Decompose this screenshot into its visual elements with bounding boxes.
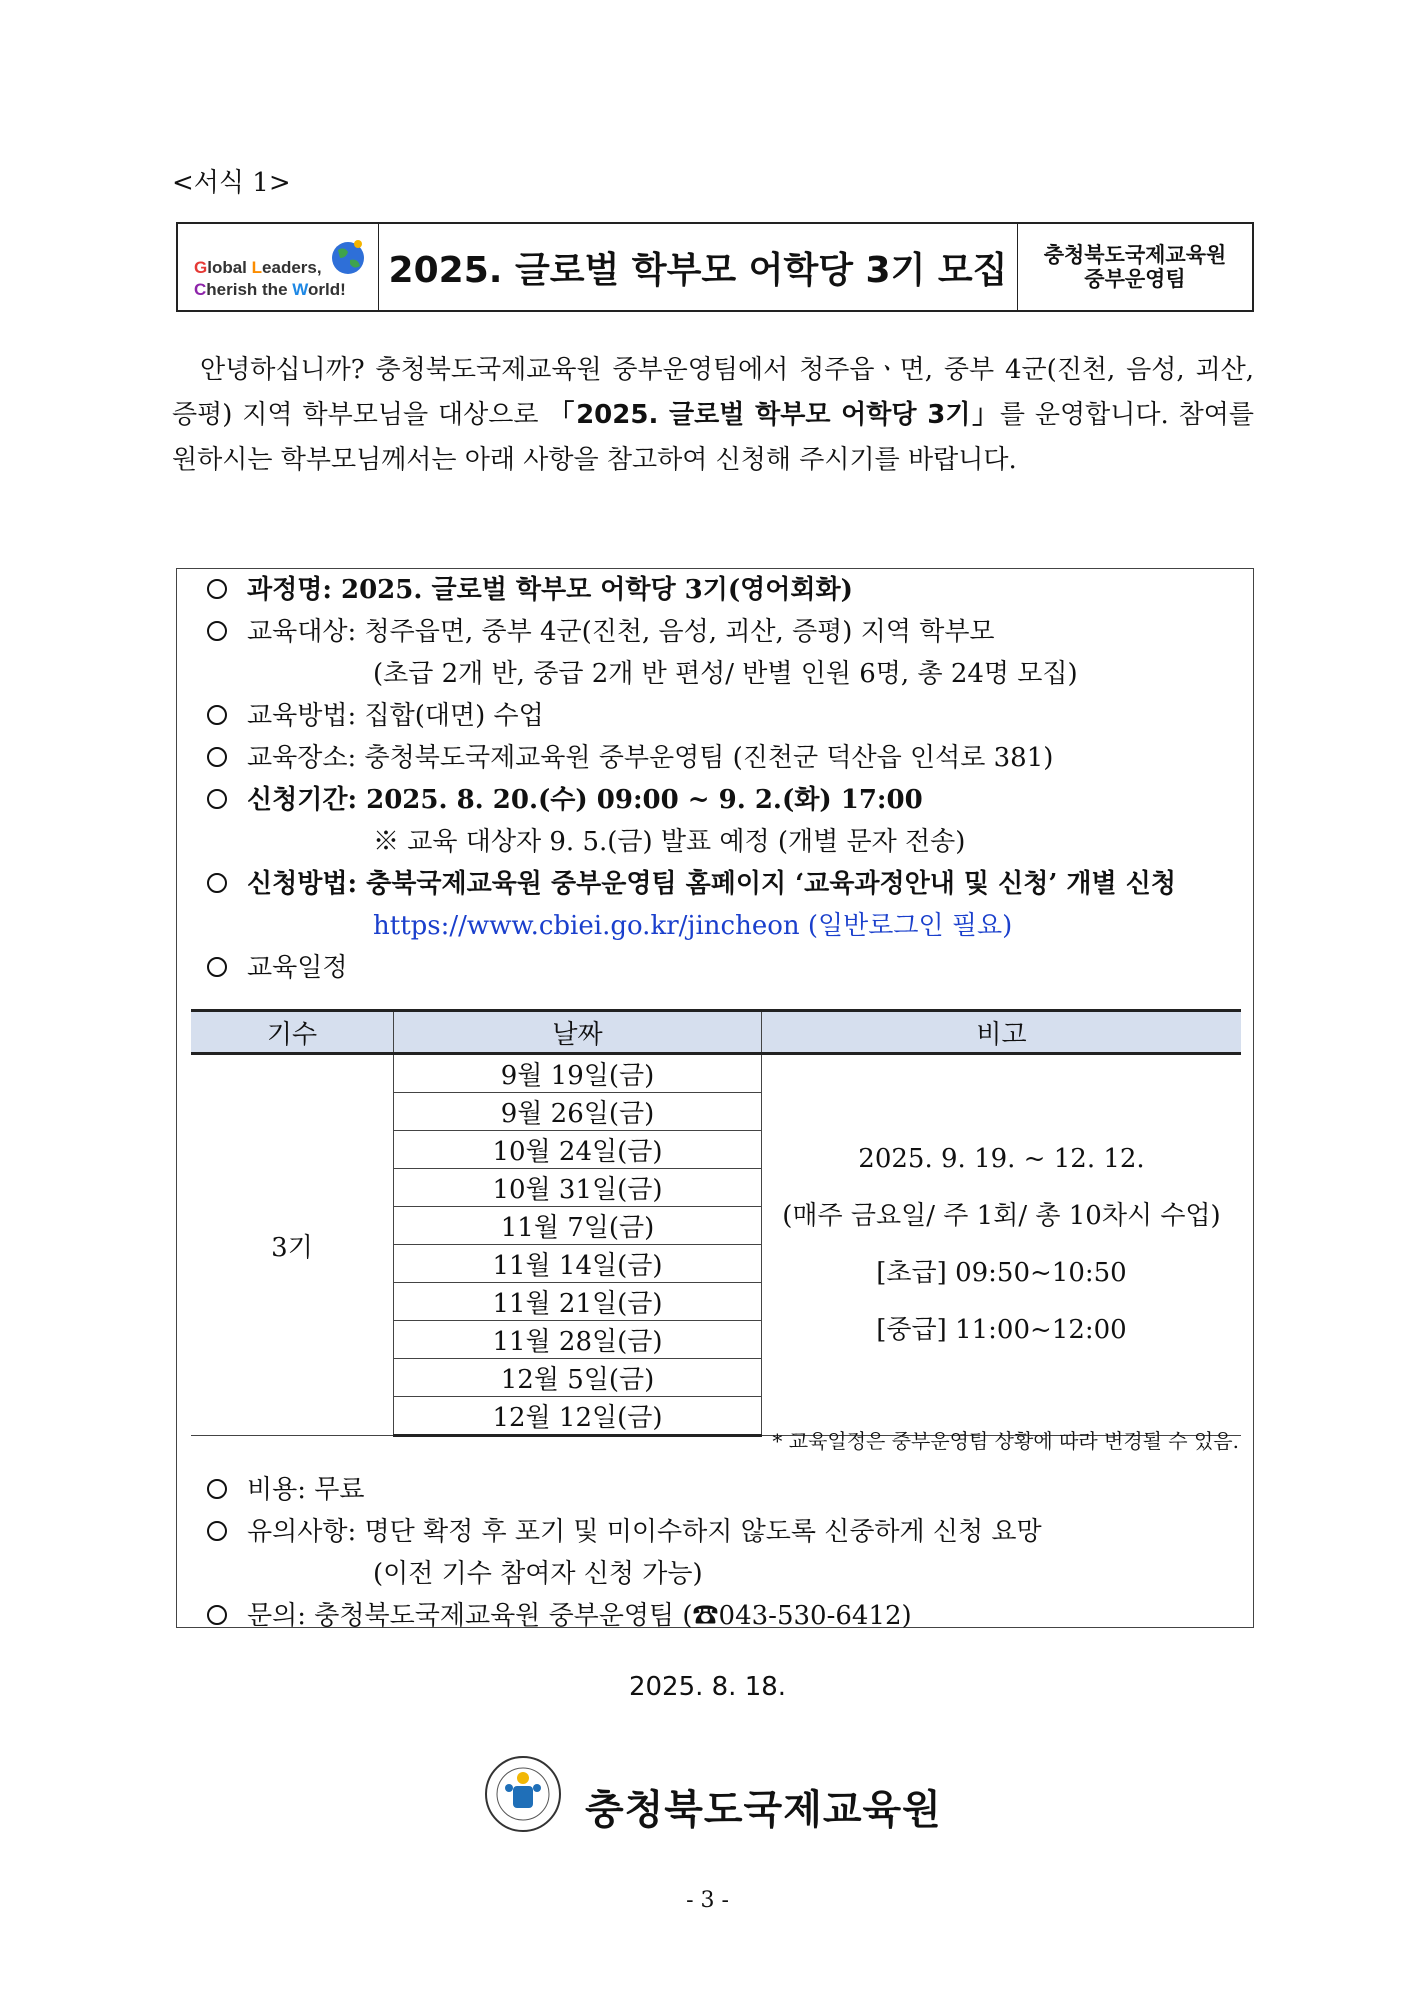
caution-detail: (이전 기수 참여자 신청 가능) xyxy=(373,1559,703,1589)
program-name: 「2025. 글로벌 학부모 어학당 3기」 xyxy=(548,400,1000,430)
date-cell: 11월 21일(금) xyxy=(394,1283,762,1321)
application-method: 신청방법: 충북국제교육원 중부운영팀 홈페이지 ‘교육과정안내 및 신청’ 개별 신청 xyxy=(207,863,1176,900)
logo-text-line1: Global Leaders, xyxy=(194,258,322,277)
course-name: 과정명: 2025. 글로벌 학부모 어학당 3기(영어회화) xyxy=(207,569,853,606)
note-intermediate: [중급] 11:00~12:00 xyxy=(876,1315,1127,1345)
info-box xyxy=(176,568,1254,1631)
target-detail: (초급 2개 반, 중급 2개 반 편성/ 반별 인원 6명, 총 24명 모집) xyxy=(373,659,1078,689)
title-box xyxy=(176,222,1254,312)
note-period: 2025. 9. 19. ~ 12. 12. xyxy=(858,1144,1145,1174)
period-note: ※ 교육 대상자 9. 5.(금) 발표 예정 (개별 문자 전송) xyxy=(373,827,966,857)
date-cell: 10월 24일(금) xyxy=(394,1131,762,1169)
date-cell: 10월 31일(금) xyxy=(394,1169,762,1207)
schedule-footnote: * 교육일정은 중부운영팀 상황에 따라 변경될 수 있음. xyxy=(772,1429,1239,1453)
education-target: 교육대상: 청주읍면, 중부 4군(진천, 음성, 괴산, 증평) 지역 학부모 xyxy=(207,611,995,648)
date-cell: 12월 12일(금) xyxy=(394,1397,762,1436)
form-label: <서식 1> xyxy=(172,168,291,198)
institute-seal-icon xyxy=(483,1754,563,1834)
schedule-table xyxy=(191,1009,1241,1437)
header-cohort: 기수 xyxy=(191,1011,394,1054)
header-date: 날짜 xyxy=(394,1011,762,1054)
note-beginner: [초급] 09:50~10:50 xyxy=(876,1258,1127,1288)
note-cell xyxy=(762,1054,1242,1436)
footer-org-name: 충청북도국제교육원 xyxy=(585,1787,942,1833)
header-org-line2: 중부운영팀 xyxy=(1084,267,1186,291)
note-frequency: (매주 금요일/ 주 1회/ 총 10차시 수업) xyxy=(782,1201,1221,1231)
logo xyxy=(178,224,379,310)
logo-text-line2: Cherish the World! xyxy=(194,280,346,299)
application-url-link[interactable]: https://www.cbiei.go.kr/jincheon (일반로그인 필요) xyxy=(373,911,1013,941)
schedule-label: 교육일정 xyxy=(207,947,347,984)
date-cell: 11월 14일(금) xyxy=(394,1245,762,1283)
application-period: 신청기간: 2025. 8. 20.(수) 09:00 ~ 9. 2.(화) 17:00 xyxy=(207,779,923,816)
education-method: 교육방법: 집합(대면) 수업 xyxy=(207,695,544,732)
caution: 유의사항: 명단 확정 후 포기 및 미이수하지 않도록 신중하게 신청 요망 xyxy=(207,1511,1042,1548)
header-org xyxy=(1018,224,1252,310)
page-number: - 3 - xyxy=(686,1888,729,1913)
cost: 비용: 무료 xyxy=(207,1469,365,1506)
document-date: 2025. 8. 18. xyxy=(628,1672,787,1702)
date-cell: 11월 7일(금) xyxy=(394,1207,762,1245)
intro-paragraph: 안녕하십니까? 충청북도국제교육원 중부운영팀에서 청주읍ㆍ면, 중부 4군(진천, 음성, 괴산, 증평) 지역 학부모님을 대상으로 「2025. 글로벌 학부모 어학당 3기」를 운영합니다. 참여를 원하시는 학부모님께서는 아래 사항을 참고하여 신청해 주시기를 바랍니다. xyxy=(172,355,1254,475)
date-cell: 9월 19일(금) xyxy=(394,1054,762,1093)
document-title: 2025. 글로벌 학부모 어학당 3기 모집 xyxy=(379,224,1018,310)
cohort-cell: 3기 xyxy=(191,1054,394,1436)
globe-icon xyxy=(328,236,368,280)
header-note: 비고 xyxy=(762,1011,1242,1054)
contact: 문의: 충청북도국제교육원 중부운영팀 (☎043-530-6412) xyxy=(207,1595,912,1632)
education-place: 교육장소: 충청북도국제교육원 중부운영팀 (진천군 덕산읍 인석로 381) xyxy=(207,737,1053,774)
date-cell: 11월 28일(금) xyxy=(394,1321,762,1359)
header-org-line1: 충청북도국제교육원 xyxy=(1043,243,1227,267)
date-cell: 9월 26일(금) xyxy=(394,1093,762,1131)
date-cell: 12월 5일(금) xyxy=(394,1359,762,1397)
